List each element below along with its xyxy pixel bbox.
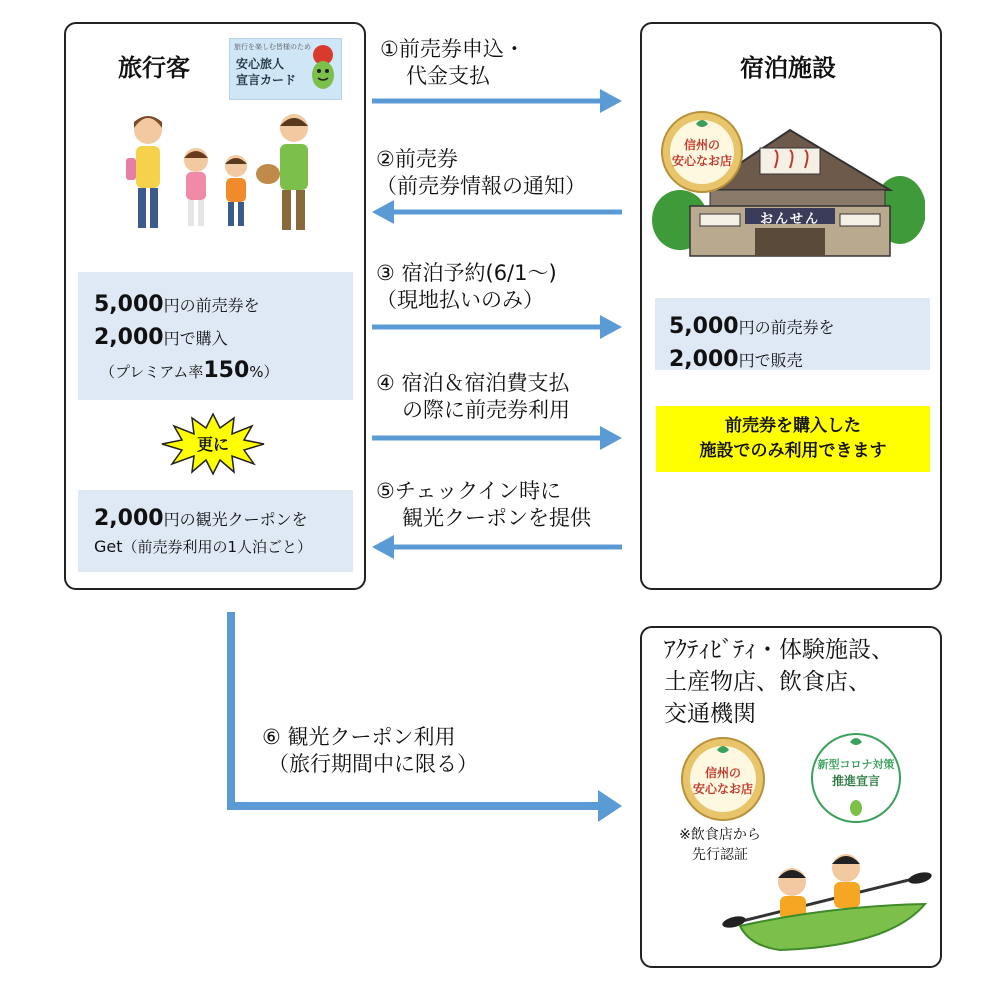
card-name-line2: 宣言カード bbox=[236, 73, 297, 87]
traveler-title: 旅行客 bbox=[118, 54, 190, 82]
step5-line1: ⑤チェックイン時に bbox=[376, 479, 562, 503]
arrow-step6 bbox=[231, 612, 622, 822]
coupon-amount: 2,000 bbox=[94, 506, 164, 531]
burst-label: 更に bbox=[196, 435, 229, 454]
step1-label bbox=[380, 36, 525, 91]
kayak-illustration bbox=[720, 846, 935, 956]
coupon-text2: （前売券利用の1人泊ごと） bbox=[122, 538, 313, 556]
arrow-step1 bbox=[372, 89, 622, 113]
activity-badge2-line1: 新型コロナ対策 bbox=[817, 758, 895, 771]
arrow-step3 bbox=[372, 315, 622, 339]
lodging-title: 宿泊施設 bbox=[740, 54, 836, 82]
step4-label bbox=[376, 370, 570, 425]
premium-suffix: %） bbox=[249, 363, 279, 381]
step3-label bbox=[376, 260, 557, 315]
purchase-amount-price: 2,000 bbox=[94, 325, 164, 350]
step6-label bbox=[262, 724, 478, 779]
purchase-text1: 円の前売券を bbox=[163, 296, 260, 315]
activity-title-line2: 土産物店、飲食店、 bbox=[664, 669, 871, 696]
sales-amount-face: 5,000 bbox=[669, 314, 739, 339]
card-top-line: 旅行を楽しむ皆様のため bbox=[234, 43, 311, 51]
activity-title bbox=[664, 634, 894, 731]
card-name-line1: 安心旅人 bbox=[236, 57, 285, 71]
sales-amount-price: 2,000 bbox=[669, 347, 739, 372]
notice-line2: 施設でのみ利用できます bbox=[699, 440, 887, 461]
sales-text1: 円の前売券を bbox=[738, 318, 835, 337]
activity-badge2-line2: 推進宣言 bbox=[831, 774, 880, 788]
premium-prefix: （プレミアム率 bbox=[100, 363, 204, 381]
step6-line2: （旅行期間中に限る） bbox=[268, 752, 478, 777]
step3-line1: ③ 宿泊予約(6/1～) bbox=[376, 261, 557, 285]
step3-line2: （現地払いのみ） bbox=[376, 288, 544, 313]
arrow-step5 bbox=[372, 535, 622, 559]
activity-note-line2: 先行認証 bbox=[692, 846, 748, 863]
arrow-step4 bbox=[372, 426, 622, 450]
step4-line1: ④ 宿泊＆宿泊費支払 bbox=[376, 371, 570, 395]
lodging-badge-line1: 信州の bbox=[683, 138, 720, 152]
step2-line2: （前売券情報の通知） bbox=[376, 174, 586, 199]
activity-badge1-line1: 信州の bbox=[704, 766, 741, 780]
onsen-sign: おんせん bbox=[759, 212, 820, 227]
step4-line2: の際に前売券利用 bbox=[402, 398, 570, 423]
coupon-text1: 円の観光クーポンを bbox=[163, 510, 308, 529]
step1-line1: ①前売券申込・ bbox=[380, 37, 525, 61]
step2-line1: ②前売券 bbox=[376, 147, 458, 171]
premium-value: 150 bbox=[203, 358, 250, 383]
activity-title-line1: ｱｸﾃｨﾋﾞﾃｨ・体験施設、 bbox=[664, 637, 894, 663]
sales-text2: 円で販売 bbox=[738, 351, 803, 370]
step1-line2: 代金支払 bbox=[406, 64, 490, 89]
coupon-get: Get bbox=[94, 537, 123, 556]
activity-badge1-line2: 安心なお店 bbox=[692, 782, 753, 796]
activity-title-line3: 交通機関 bbox=[664, 701, 756, 728]
step2-label bbox=[376, 146, 586, 201]
lodging-badge-line2: 安心なお店 bbox=[671, 154, 732, 168]
notice-line1: 前売券を購入した bbox=[725, 416, 861, 436]
step6-line1: ⑥ 観光クーポン利用 bbox=[262, 725, 456, 749]
step5-line2: 観光クーポンを提供 bbox=[402, 506, 591, 531]
arrow-step2 bbox=[372, 200, 622, 224]
activity-note-line1: ※飲食店から bbox=[679, 827, 761, 843]
step5-label bbox=[376, 478, 591, 533]
purchase-amount-face: 5,000 bbox=[94, 292, 164, 317]
purchase-text2: 円で購入 bbox=[163, 329, 228, 348]
